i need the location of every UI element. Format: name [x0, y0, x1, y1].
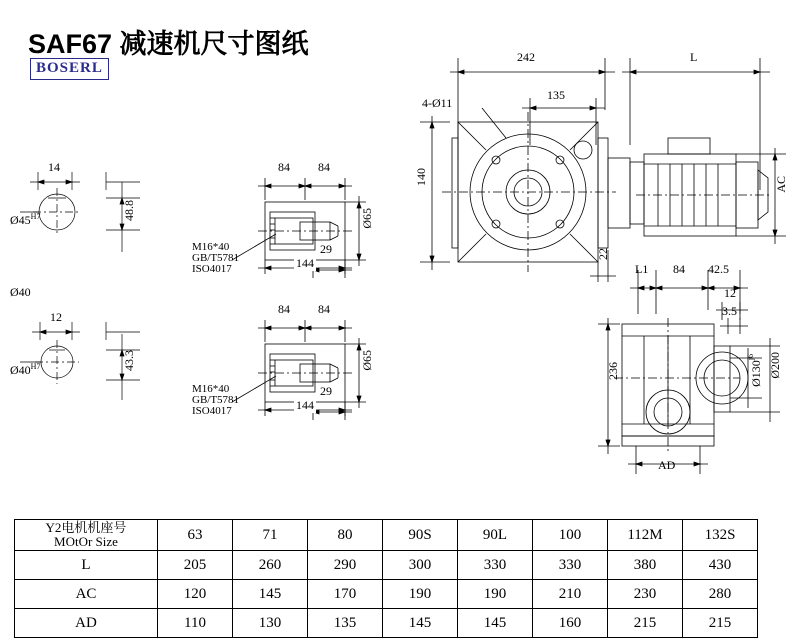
table-col-7: 112M	[608, 520, 683, 551]
top-dim-135: 135	[547, 88, 565, 102]
row-AC-val-4: 190	[383, 580, 458, 609]
row-L-val-2: 260	[233, 551, 308, 580]
mid-view-1-total-dim	[240, 256, 380, 282]
row-AD-val-5: 145	[458, 609, 533, 638]
row-L-val-3: 290	[308, 551, 383, 580]
table-header-label	[15, 520, 158, 551]
row-AD-val-2: 130	[233, 609, 308, 638]
mid-view-2-thread: M16*40	[192, 383, 230, 395]
table-col-1: 63	[158, 520, 233, 551]
row-L-val-5: 330	[458, 551, 533, 580]
table-row	[15, 551, 758, 580]
motor-size-table	[14, 519, 758, 638]
mid-view-1-dia: Ø65	[360, 208, 374, 229]
brand-logo: BOSERL	[30, 58, 109, 80]
top-dim-22: 22	[596, 248, 610, 260]
table-col-5: 90L	[458, 520, 533, 551]
left-view-2-key-width: 12	[50, 310, 62, 324]
left-extra-dia-label: Ø40	[10, 285, 31, 299]
row-label-AD: AD	[15, 609, 158, 638]
row-AD-val-6: 160	[533, 609, 608, 638]
row-AD-val-4: 145	[383, 609, 458, 638]
top-dim-L: L	[690, 50, 698, 64]
bottom-dim-42-5: 42.5	[708, 262, 729, 276]
table-col-3: 80	[308, 520, 383, 551]
row-AD-val-3: 135	[308, 609, 383, 638]
row-label-AC: AC	[15, 580, 158, 609]
mid-view-2-std2: ISO4017	[192, 405, 232, 417]
left-view-1-height: 48.8	[122, 200, 136, 221]
table-col-4: 90S	[383, 520, 458, 551]
table-col-6: 100	[533, 520, 608, 551]
mid-view-1-thread-spec	[192, 242, 239, 275]
mid-view-2-dim-b: 84	[318, 302, 330, 316]
table-col-8: 132S	[683, 520, 758, 551]
hole-spec-label: 4-Ø11	[422, 96, 453, 110]
mid-view-2-total-dim	[240, 398, 380, 424]
mid-view-2-dim-a: 84	[278, 302, 290, 316]
row-L-val-7: 380	[608, 551, 683, 580]
bottom-dim-L1: L1	[635, 262, 649, 276]
mid-view-2-total-label: 144	[296, 398, 314, 412]
bottom-right-view	[590, 262, 800, 482]
bottom-dim-84: 84	[673, 262, 685, 276]
row-AC-val-3: 170	[308, 580, 383, 609]
table-header-row	[15, 520, 758, 551]
mid-view-1-thread: M16*40	[192, 241, 230, 253]
row-AD-val-1: 110	[158, 609, 233, 638]
top-right-assembly-view	[400, 50, 800, 290]
row-AC-val-8: 280	[683, 580, 758, 609]
mid-view-2-dia: Ø65	[360, 350, 374, 371]
top-dim-242: 242	[517, 50, 535, 64]
mid-view-1-total-label: 144	[296, 256, 314, 270]
table-header-label-en: MOtOr Size	[54, 534, 118, 549]
left-view-2-height: 43.3	[122, 350, 136, 371]
bottom-dim-130: $Ø130^{j6}$	[746, 354, 763, 387]
left-view-1-shaft-dia: $Ø45^{H7}$	[10, 212, 41, 227]
left-shaft-view-1	[10, 160, 160, 270]
bottom-dim-200: Ø200	[768, 352, 782, 379]
left-view-2-shaft-dia: $Ø40^{H7}$	[10, 362, 41, 377]
table-row	[15, 580, 758, 609]
row-AC-val-1: 120	[158, 580, 233, 609]
mid-view-1-dim-a: 84	[278, 160, 290, 174]
table-row	[15, 609, 758, 638]
mid-view-1-dim-c: 29	[320, 242, 332, 256]
mid-view-2-dim-c: 29	[320, 384, 332, 398]
row-L-val-1: 205	[158, 551, 233, 580]
mid-view-1-std2: ISO4017	[192, 263, 232, 275]
table-header-label-cn: Y2电机机座号	[45, 520, 127, 535]
row-AD-val-7: 215	[608, 609, 683, 638]
bottom-dim-AD: AD	[658, 458, 676, 472]
row-label-L: L	[15, 551, 158, 580]
bottom-dim-236: 236	[606, 362, 620, 380]
row-L-val-8: 430	[683, 551, 758, 580]
row-AC-val-2: 145	[233, 580, 308, 609]
mid-view-1-std1: GB/T5781	[192, 252, 240, 264]
row-AC-val-5: 190	[458, 580, 533, 609]
row-AD-val-8: 215	[683, 609, 758, 638]
row-L-val-4: 300	[383, 551, 458, 580]
mid-view-2-std1: GB/T5781	[192, 394, 240, 406]
top-dim-140: 140	[414, 168, 428, 186]
table-col-2: 71	[233, 520, 308, 551]
row-AC-val-6: 210	[533, 580, 608, 609]
left-shaft-view-2	[10, 310, 160, 420]
left-view-1-key-width: 14	[48, 160, 60, 174]
mid-view-2-thread-spec	[192, 384, 239, 417]
top-dim-AC: AC	[774, 176, 788, 193]
row-L-val-6: 330	[533, 551, 608, 580]
bottom-dim-12: 12	[724, 286, 736, 300]
row-AC-val-7: 230	[608, 580, 683, 609]
page-title: SAF67 减速机尺寸图纸	[28, 29, 309, 59]
mid-view-1-dim-b: 84	[318, 160, 330, 174]
bottom-dim-3-5: 3.5	[722, 304, 737, 318]
